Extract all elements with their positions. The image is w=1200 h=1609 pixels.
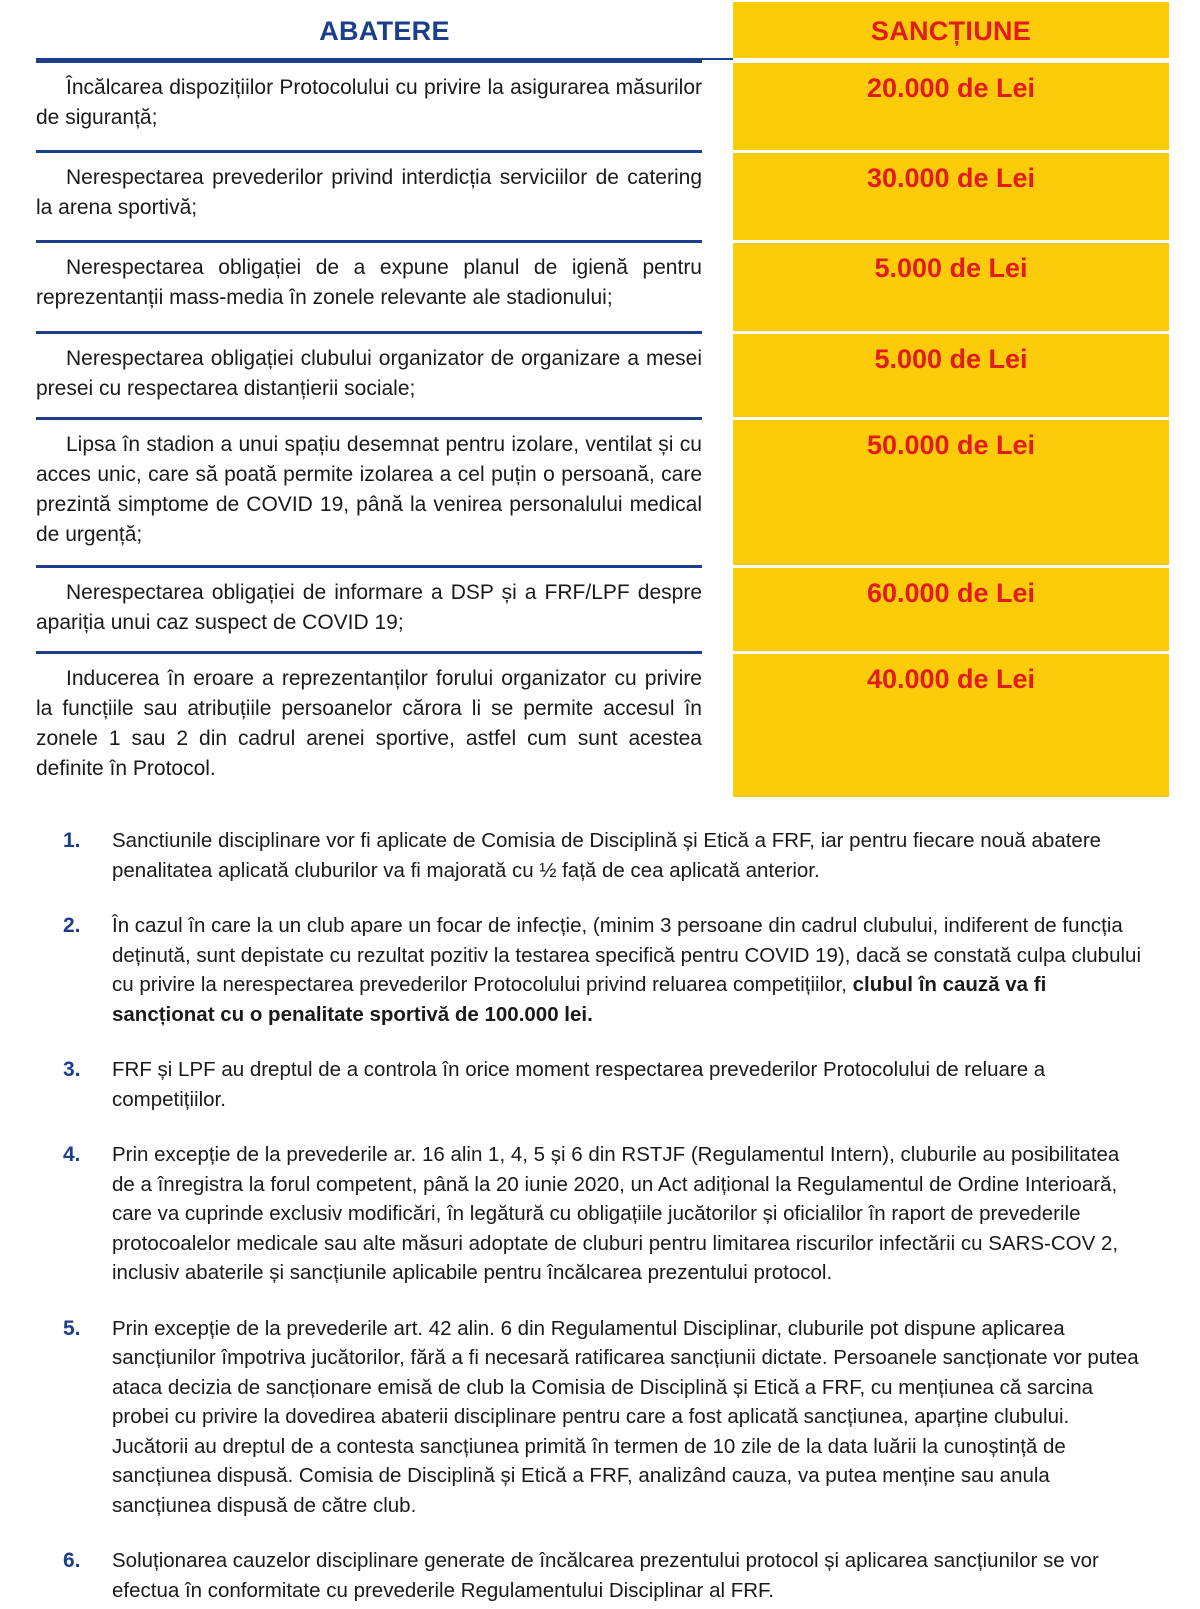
sanctiune-cell: 20.000 de Lei bbox=[733, 60, 1169, 150]
table-row bbox=[36, 417, 1169, 565]
notes-list bbox=[63, 826, 1143, 1605]
abatere-cell: Nerespectarea prevederilor privind interdicția serviciilor de catering la arena sportivă; bbox=[36, 150, 702, 240]
list-item bbox=[63, 1140, 1143, 1288]
table-row bbox=[36, 651, 1169, 797]
note-text: Prin excepție de la prevederile art. 42 alin. 6 din Regulamentul Disciplinar, cluburile pot dispune aplicarea sancțiunilor împotriva jucătorilor, fără a fi necesară ratificarea sancțiunii dictate. Persoanele sancționate vor putea ataca decizia de sancționare emisă de club la Comisia de Disciplină și Etică a FRF, cu mențiunea că sarcina probei cu privire la dovedirea abaterii disciplinare pentru care a fost aplicată sancțiunea, aparține clubului. Jucătorii au dreptul de a contesta sancțiunea primită în termen de 10 zile de la data luării la cunoștință de sancțiunea dispusă. Comisia de Disciplină și Etică a FRF, analizând cauza, va putea menține sau anula sancțiunea dispusă de către club. bbox=[112, 1316, 1139, 1517]
sanctiune-cell: 5.000 de Lei bbox=[733, 240, 1169, 331]
list-number: 4. bbox=[63, 1143, 81, 1166]
list-item bbox=[63, 1546, 1143, 1605]
abatere-cell: Inducerea în eroare a reprezentanților forului organizator cu privire la funcțiile sau atribuțiile persoanelor cărora li se permite accesul în zonele 1 sau 2 din cadrul arenei sportive, astfel cum sunt acestea definite în Protocol. bbox=[36, 651, 702, 797]
abatere-cell: Nerespectarea obligației clubului organizator de organizare a mesei presei cu respectarea distanțierii sociale; bbox=[36, 331, 702, 417]
list-number: 6. bbox=[63, 1549, 81, 1572]
header-sanctiune: SANCȚIUNE bbox=[733, 2, 1169, 58]
list-item bbox=[63, 826, 1143, 885]
list-number: 5. bbox=[63, 1316, 81, 1340]
note-text: Prin excepție de la prevederile ar. 16 alin 1, 4, 5 și 6 din RSTJF (Regulamentul Intern), cluburile au posibilitatea de a înregistra la forul competent, până la 20 iunie 2020, un Act adițional la Regulamentul de Ordine Interioară, care va cuprinde exclusiv modificări, în legătură cu obligațiile jucătorilor și oficialilor în raport de prevederile protocoalelor medicale sau alte măsuri adoptate de cluburi pentru limitarea riscurilor infectării cu SARS-COV 2, inclusiv abaterile și sancțiunile aplicabile pentru încălcarea prezentului protocol. bbox=[112, 1143, 1120, 1284]
list-number: 1. bbox=[63, 829, 81, 852]
list-item bbox=[63, 911, 1143, 1029]
note-text: Sanctiunile disciplinare vor fi aplicate de Comisia de Disciplină și Etică a FRF, iar pentru fiecare nouă abatere penalitatea aplicată cluburilor va fi majorată cu ½ față de cea aplicată anterior. bbox=[112, 829, 1102, 882]
note-text: FRF și LPF au dreptul de a controla în orice moment respectarea prevederilor Protocolului de reluare a competițiilor. bbox=[112, 1058, 1046, 1111]
list-number: 2. bbox=[63, 914, 81, 937]
sanctiune-cell: 50.000 de Lei bbox=[733, 417, 1169, 565]
abatere-cell: Nerespectarea obligației de informare a DSP și a FRF/LPF despre apariția unui caz suspect de COVID 19; bbox=[36, 565, 702, 651]
table-row bbox=[36, 240, 1169, 331]
list-item bbox=[63, 1314, 1143, 1521]
list-number: 3. bbox=[63, 1058, 81, 1081]
table-row bbox=[36, 331, 1169, 417]
header-abatere: ABATERE bbox=[36, 2, 733, 60]
sanctiune-cell: 60.000 de Lei bbox=[733, 565, 1169, 651]
abatere-cell: Încălcarea dispozițiilor Protocolului cu privire la asigurarea măsurilor de siguranță; bbox=[36, 60, 702, 150]
abatere-cell: Lipsa în stadion a unui spațiu desemnat pentru izolare, ventilat și cu acces unic, care să poată permite izolarea a cel puțin o persoană, care prezintă simptome de COVID 19, până la venirea personalului medical de urgență; bbox=[36, 417, 702, 565]
table-row bbox=[36, 150, 1169, 240]
note-text: În cazul în care la un club apare un focar de infecție, (minim 3 persoane din cadrul clubului, indiferent de funcția deținută, sunt depistate cu rezultat pozitiv la testarea specifică pentru COVID 19), dacă se constată culpa clubului cu privire la nerespectarea prevederilor Protocolului privind reluarea competițiilor, bbox=[112, 914, 1141, 996]
sanctiune-cell: 30.000 de Lei bbox=[733, 150, 1169, 240]
table-row bbox=[36, 60, 1169, 150]
note-text: Soluționarea cauzelor disciplinare generate de încălcarea prezentului protocol și aplicarea sancțiunilor se vor efectua în conformitate cu prevederile Regulamentului Disciplinar al FRF. bbox=[112, 1549, 1099, 1602]
note-bold-text: clubul în cauză va fi sancționat cu o penalitate sportivă de 100.000 lei. bbox=[112, 973, 1047, 1026]
table-row bbox=[36, 565, 1169, 651]
list-item bbox=[63, 1055, 1143, 1114]
sanctiune-cell: 5.000 de Lei bbox=[733, 331, 1169, 417]
abatere-cell: Nerespectarea obligației de a expune planul de igienă pentru reprezentanții mass-media în zonele relevante ale stadionului; bbox=[36, 240, 702, 331]
sanctiune-cell: 40.000 de Lei bbox=[733, 651, 1169, 797]
